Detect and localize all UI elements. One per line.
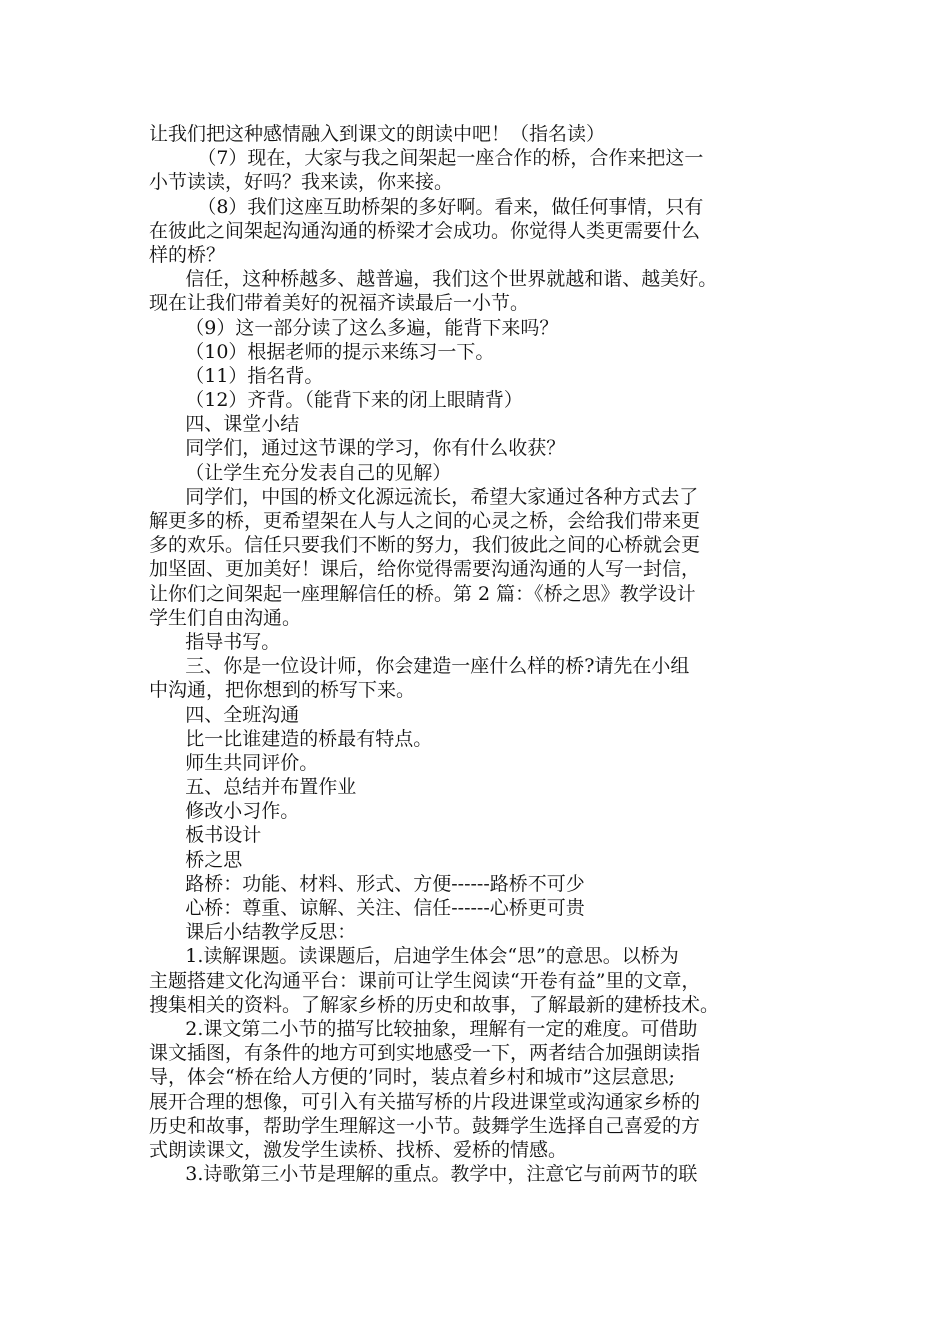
text-line: 在彼此之间架起沟通沟通的桥梁才会成功。你觉得人类更需要什么 xyxy=(149,219,701,242)
text-line: 课文插图，有条件的地方可到实地感受一下，两者结合加强朗读指 xyxy=(149,1042,701,1065)
text-line: 指导书写。 xyxy=(149,630,281,653)
text-line: 学生们自由沟通。 xyxy=(149,606,302,629)
text-line: 四、课堂小结 xyxy=(149,413,300,436)
text-line: 让你们之间架起一座理解信任的桥。第 2 篇：《桥之思》教学设计 xyxy=(149,582,696,605)
text-line: 信任，这种桥越多、越普遍，我们这个世界就越和谐、越美好。 xyxy=(149,268,718,291)
text-line: 现在让我们带着美好的祝福齐读最后一小节。 xyxy=(149,292,530,315)
text-line: 师生共同评价。 xyxy=(149,751,319,774)
text-line: 1.读解课题。读课题后，启迪学生体会“思”的意思。以桥为 xyxy=(149,945,679,968)
text-line: 路桥：功能、材料、形式、方便------路桥不可少 xyxy=(149,872,585,895)
text-line: 展开合理的想像，可引入有关描写桥的片段进课堂或沟通家乡桥的 xyxy=(149,1090,701,1113)
text-line: 桥之思 xyxy=(149,848,243,871)
text-line: 加坚固、更加美好！课后，给你觉得需要沟通沟通的人写一封信， xyxy=(149,558,701,581)
text-line: 导，体会“桥在给人方便的’同时，装点着乡村和城市”这层意思; xyxy=(149,1066,675,1089)
text-line: 修改小习作。 xyxy=(149,800,300,823)
text-line: 让我们把这种感情融入到课文的朗读中吧！（指名读） xyxy=(149,123,606,145)
text-line: （12）齐背。（能背下来的闭上眼睛背） xyxy=(149,389,523,412)
text-line: 式朗读课文，激发学生读桥、找桥、爱桥的情感。 xyxy=(149,1138,568,1161)
text-line: （7）现在，大家与我之间架起一座合作的桥，合作来把这一 xyxy=(149,147,704,170)
text-line: 中沟通，把你想到的桥写下来。 xyxy=(149,679,416,702)
document-body xyxy=(149,122,809,1186)
text-line: 四、全班沟通 xyxy=(149,703,300,726)
text-line: 解更多的桥，更希望架在人与人之间的心灵之桥，会给我们带来更 xyxy=(149,510,701,532)
text-line: 同学们，中国的桥文化源远流长，希望大家通过各种方式去了 xyxy=(149,485,699,508)
text-line: 主题搭建文化沟通平台：课前可让学生阅读“开卷有益”里的文章， xyxy=(149,969,701,992)
text-line: （10）根据老师的提示来练习一下。 xyxy=(149,340,495,363)
text-line: （让学生充分发表自己的见解） xyxy=(149,461,452,484)
text-line: 3.诗歌第三小节是理解的重点。教学中，注意它与前两节的联 xyxy=(149,1163,698,1186)
text-line: （11）指名背。 xyxy=(149,364,324,387)
text-line: 历史和故事，帮助学生理解这一小节。鼓舞学生选择自己喜爱的方 xyxy=(149,1114,701,1137)
text-line: 比一比谁建造的桥最有特点。 xyxy=(149,727,433,750)
text-line: 课后小结教学反思： xyxy=(149,921,357,944)
text-line: 心桥：尊重、谅解、关注、信任------心桥更可贵 xyxy=(149,897,585,919)
text-line: 样的桥？ xyxy=(149,243,226,266)
text-line: 2.课文第二小节的描写比较抽象，理解有一定的难度。可借助 xyxy=(149,1017,698,1040)
text-line: 搜集相关的资料。了解家乡桥的历史和故事，了解最新的建桥技术。 xyxy=(149,993,720,1016)
text-line: 小节读读，好吗？我来读，你来接。 xyxy=(149,171,454,194)
text-line: 多的欢乐。信任只要我们不断的努力，我们彼此之间的心桥就会更 xyxy=(149,534,701,557)
text-line: 板书设计 xyxy=(149,824,262,847)
text-line: 五、总结并布置作业 xyxy=(149,776,357,799)
text-line: （8）我们这座互助桥架的多好啊。看来，做任何事情，只有 xyxy=(149,195,704,218)
text-line: 三、你是一位设计师，你会建造一座什么样的桥?请先在小组 xyxy=(149,655,690,678)
text-line: （9）这一部分读了这么多遍，能背下来吗？ xyxy=(149,316,559,339)
text-line: 同学们，通过这节课的学习，你有什么收获？ xyxy=(149,437,566,460)
